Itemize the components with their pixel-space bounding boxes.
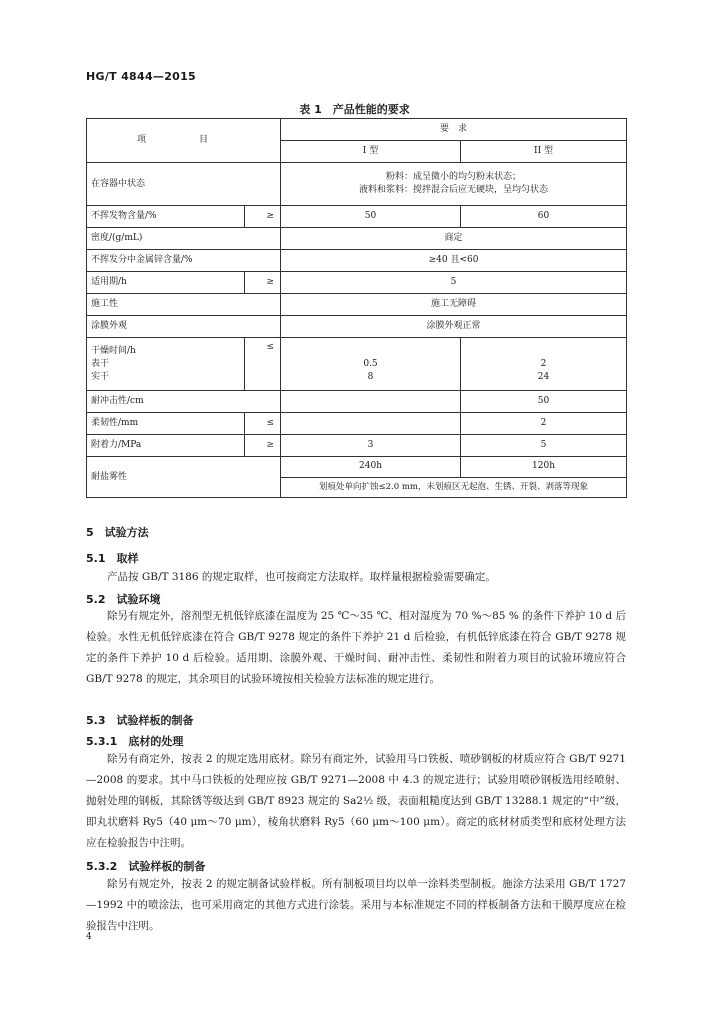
row-value-t1-empty xyxy=(281,413,461,435)
header-type-1: I 型 xyxy=(281,141,461,163)
table-row xyxy=(87,228,627,250)
section-5-3-1-body: 除另有商定外，按表 2 的规定选用底材。除另有商定外，试验用马口铁板、喷砂钢板的材质应符合 GB/T 9271—2008 的要求。其中马口铁板的处理应按 GB/T 9271—2008 中 4.3 的规定进行；试验用喷砂钢板选用经喷射、抛射处理的钢板，其除锈等级达到 GB/T 8923 规定的 Sa2½ 级，表面粗糙度达到 GB/T 13288.1 规定的“中”级，即丸状磨料 Ry5（40 μm～70 μm），棱角状磨料 Ry5（60 μm～100 μm）。商定的底材材质类型和底材处理方法应在检验报告中注明。 xyxy=(86,753,626,849)
drying-sub2-t2: 24 xyxy=(537,371,550,382)
row-value xyxy=(281,163,627,206)
drying-sub1-t1: 0.5 xyxy=(363,358,378,369)
page-number: 4 xyxy=(86,932,92,942)
row-value-t2 xyxy=(461,338,627,391)
row-value: 商定 xyxy=(281,228,627,250)
section-5-3-2-body: 除另有规定外，按表 2 的规定制备试验样板。所有制板项目均以单一涂料类型制板。施涂方法采用 GB/T 1727—1992 中的喷涂法，也可采用商定的其他方式进行涂装。采用与本标准规定不同的样板制备方法和干膜厚度应在检验报告中注明。 xyxy=(86,878,626,932)
drying-sub1-t2: 2 xyxy=(540,358,547,369)
performance-table xyxy=(86,118,627,498)
row-value-t1: 3 xyxy=(281,435,461,457)
section-5-3-heading: 5.3 试验样板的制备 xyxy=(86,714,194,727)
standard-code: HG/T 4844—2015 xyxy=(86,70,197,83)
table-row xyxy=(87,119,627,141)
saltfog-note: 划痕处单向扩蚀≤2.0 mm，未划痕区无起泡、生锈、开裂、剥落等现象 xyxy=(281,477,627,498)
table-row xyxy=(87,272,627,294)
row-value-t2: 120h xyxy=(461,457,627,478)
row-label: 耐冲击性/cm xyxy=(87,391,281,413)
table-row xyxy=(87,435,627,457)
container-line-2: 液料和浆料：搅拌混合后应无硬块，呈均匀状态 xyxy=(359,185,549,195)
row-value-t1: 240h xyxy=(281,457,461,478)
drying-sub2: 实干 xyxy=(91,371,110,382)
row-label: 不挥发物含量/% xyxy=(87,206,245,228)
row-op: ≤ xyxy=(245,413,281,435)
row-value-t2: 50 xyxy=(461,391,627,413)
table-row xyxy=(87,163,627,206)
row-op: ≤ xyxy=(245,338,281,391)
row-value: 5 xyxy=(281,272,627,294)
row-op: ≥ xyxy=(245,435,281,457)
table-row xyxy=(87,457,627,478)
container-line-1: 粉料：成呈微小的均匀粉末状态； xyxy=(386,172,522,182)
row-value: 施工无障碍 xyxy=(281,294,627,316)
row-value-t1 xyxy=(281,338,461,391)
table-row xyxy=(87,413,627,435)
table-caption: 表 1 产品性能的要求 xyxy=(299,103,410,116)
drying-sub1: 表干 xyxy=(91,358,110,369)
row-label: 密度/(g/mL) xyxy=(87,228,281,250)
section-5-heading: 5 试验方法 xyxy=(86,526,149,539)
drying-label: 干燥时间/h xyxy=(91,345,136,356)
row-op: ≥ xyxy=(245,206,281,228)
section-5-1-heading: 5.1 取样 xyxy=(86,552,139,565)
row-label: 柔韧性/mm xyxy=(87,413,245,435)
section-5-2-body: 除另有规定外，溶剂型无机低锌底漆在温度为 25 ℃～35 ℃、相对湿度为 70 %～85 % 的条件下养护 10 d 后检验。水性无机低锌底漆在符合 GB/T 9278 规定的条件下养护 21 d 后检验，有机低锌底漆在符合 GB/T 9278 规定的条件下养护 10 d 后检验。适用期、涂膜外观、干燥时间、耐冲击性、柔韧性和附着力项目的试验环境应符合 GB/T 9278 的规定，其余项目的试验环境按相关检验方法标准的规定进行。 xyxy=(86,610,626,685)
header-requirement: 要 求 xyxy=(281,119,627,141)
row-label: 适用期/h xyxy=(87,272,245,294)
row-value-t2: 60 xyxy=(461,206,627,228)
row-label: 在容器中状态 xyxy=(87,163,281,206)
row-value: ≥40 且<60 xyxy=(281,250,627,272)
row-label xyxy=(87,338,245,391)
drying-sub2-t1: 8 xyxy=(367,371,374,382)
row-label: 耐盐雾性 xyxy=(87,457,281,498)
section-5-2-heading: 5.2 试验环境 xyxy=(86,593,161,606)
table-row xyxy=(87,338,627,391)
row-value-t1: 50 xyxy=(281,206,461,228)
table-row xyxy=(87,316,627,338)
header-item: 项 目 xyxy=(87,119,281,163)
section-5-3-1-heading: 5.3.1 底材的处理 xyxy=(86,735,184,748)
table-row xyxy=(87,250,627,272)
row-label: 施工性 xyxy=(87,294,281,316)
row-value-t2: 2 xyxy=(461,413,627,435)
row-label: 涂膜外观 xyxy=(87,316,281,338)
row-label: 不挥发分中金属锌含量/% xyxy=(87,250,281,272)
row-label: 附着力/MPa xyxy=(87,435,245,457)
section-5-1-body: 产品按 GB/T 3186 的规定取样，也可按商定方法取样。取样量根据检验需要确定。 xyxy=(107,571,496,583)
table-row xyxy=(87,391,627,413)
row-value-t2: 5 xyxy=(461,435,627,457)
row-op: ≥ xyxy=(245,272,281,294)
row-value-t1-empty xyxy=(281,391,461,413)
table-row xyxy=(87,294,627,316)
section-5-3-2-heading: 5.3.2 试验样板的制备 xyxy=(86,860,206,873)
row-value: 涂膜外观正常 xyxy=(281,316,627,338)
table-row xyxy=(87,206,627,228)
header-type-2: II 型 xyxy=(461,141,627,163)
